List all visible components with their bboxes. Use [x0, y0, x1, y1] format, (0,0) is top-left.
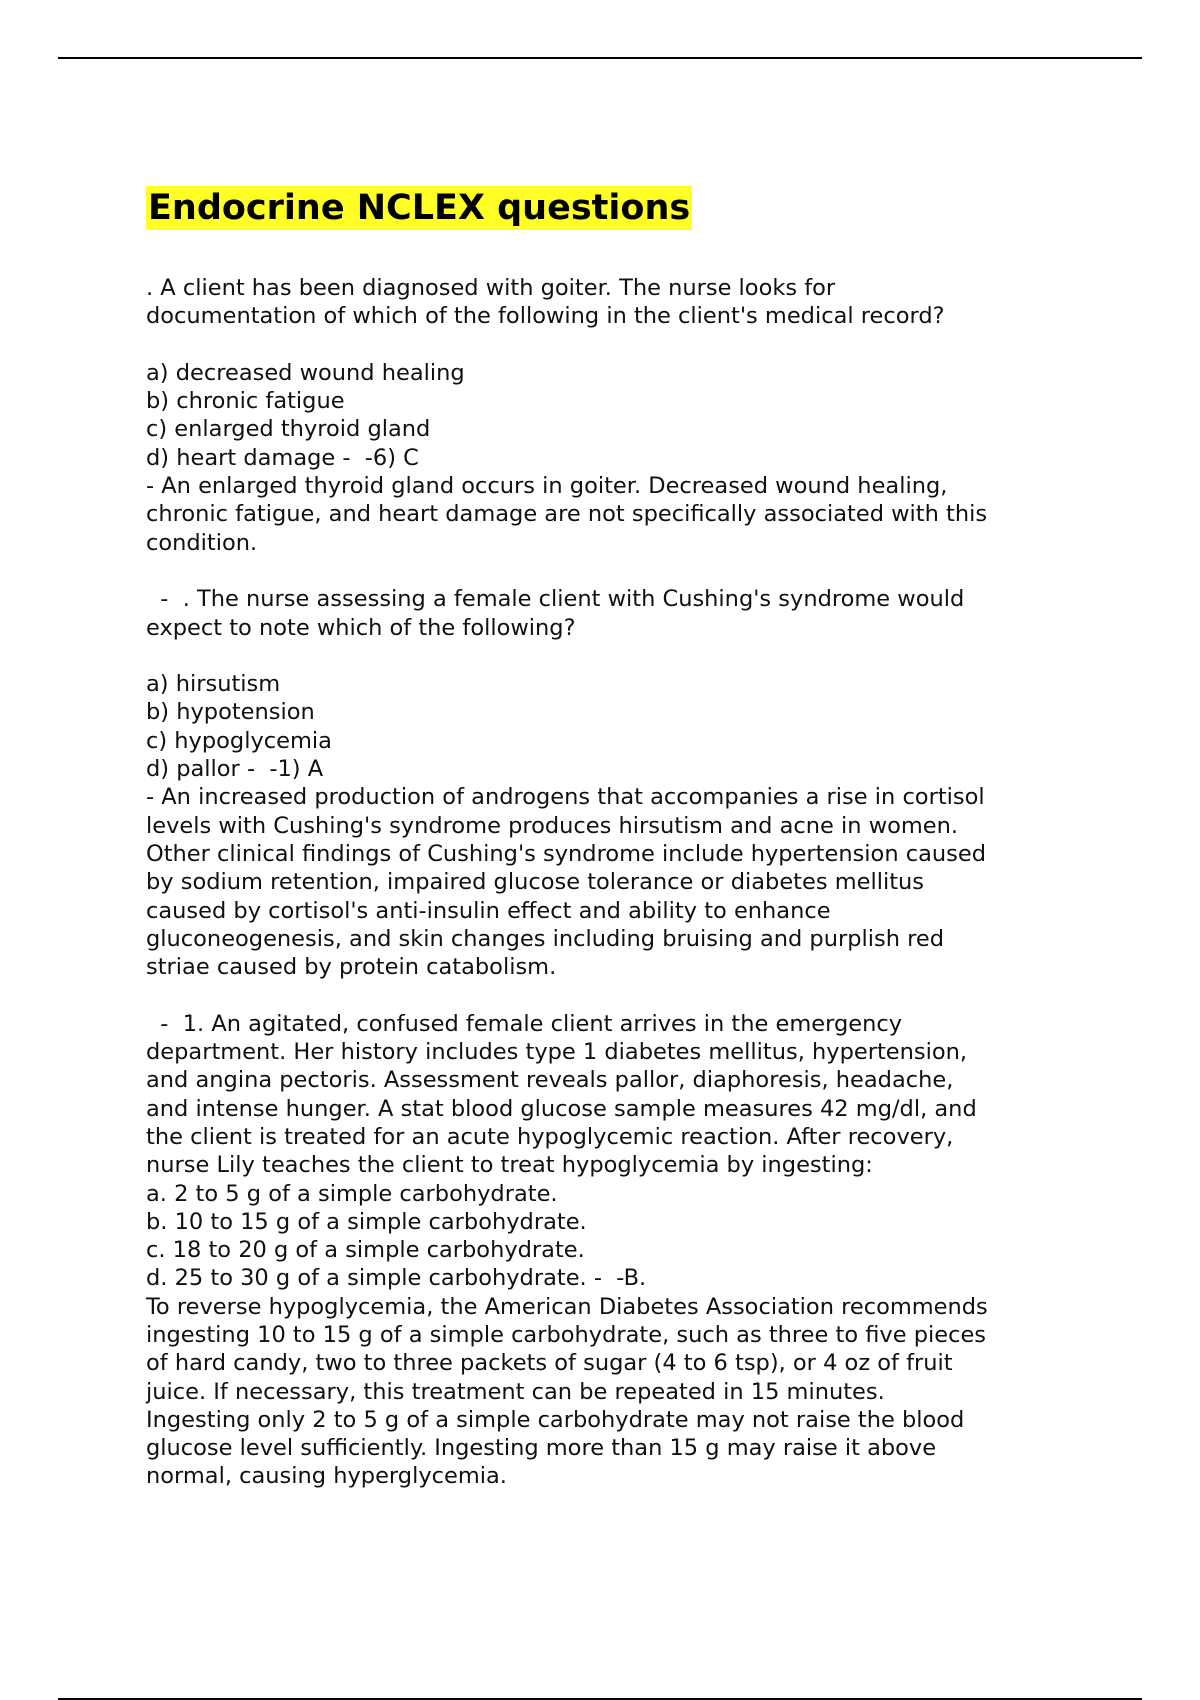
- text-line: normal, causing hyperglycemia.: [146, 1463, 507, 1490]
- header-rule: [58, 57, 1142, 59]
- text-line: by sodium retention, impaired glucose tolerance or diabetes mellitus: [146, 869, 925, 896]
- text-line: documentation of which of the following in the client's medical record?: [146, 303, 945, 330]
- text-line: c. 18 to 20 g of a simple carbohydrate.: [146, 1237, 585, 1264]
- text-line: department. Her history includes type 1 diabetes mellitus, hypertension,: [146, 1039, 968, 1066]
- text-line: - An increased production of androgens that accompanies a rise in cortisol: [146, 784, 985, 811]
- document-content: [146, 186, 1086, 1491]
- blank-line: [146, 642, 1086, 670]
- text-line: expect to note which of the following?: [146, 614, 576, 641]
- text-line: d) pallor - -1) A: [146, 756, 324, 783]
- text-line: To reverse hypoglycemia, the American Diabetes Association recommends: [146, 1293, 988, 1320]
- blank-line: [146, 981, 1086, 1009]
- text-line: Other clinical findings of Cushing's syndrome include hypertension caused: [146, 840, 986, 867]
- text-line: caused by cortisol's anti-insulin effect and ability to enhance: [146, 897, 831, 924]
- text-line: - 1. An agitated, confused female client arrives in the emergency: [146, 1010, 903, 1037]
- text-line: and angina pectoris. Assessment reveals pallor, diaphoresis, headache,: [146, 1067, 954, 1094]
- text-line: striae caused by protein catabolism.: [146, 954, 557, 981]
- text-line: d) heart damage - -6) C: [146, 444, 419, 471]
- text-line: b. 10 to 15 g of a simple carbohydrate.: [146, 1208, 587, 1235]
- text-line: Ingesting only 2 to 5 g of a simple carbohydrate may not raise the blood: [146, 1406, 965, 1433]
- text-line: - An enlarged thyroid gland occurs in goiter. Decreased wound healing,: [146, 473, 948, 500]
- document-body: [146, 274, 1086, 1491]
- blank-line: [146, 331, 1086, 359]
- text-line: a) hirsutism: [146, 671, 281, 698]
- text-line: d. 25 to 30 g of a simple carbohydrate. - -B.: [146, 1265, 647, 1292]
- text-line: condition.: [146, 529, 258, 556]
- text-line: c) hypoglycemia: [146, 727, 332, 754]
- text-line: c) enlarged thyroid gland: [146, 416, 431, 443]
- text-line: . A client has been diagnosed with goiter. The nurse looks for: [146, 275, 836, 301]
- text-line: nurse Lily teaches the client to treat hypoglycemia by ingesting:: [146, 1152, 873, 1179]
- text-line: b) chronic fatigue: [146, 388, 345, 415]
- text-line: gluconeogenesis, and skin changes including bruising and purplish red: [146, 925, 945, 952]
- text-line: chronic fatigue, and heart damage are not specifically associated with this: [146, 501, 988, 528]
- text-line: juice. If necessary, this treatment can be repeated in 15 minutes.: [146, 1378, 885, 1405]
- text-line: levels with Cushing's syndrome produces hirsutism and acne in women.: [146, 812, 959, 839]
- text-line: a. 2 to 5 g of a simple carbohydrate.: [146, 1180, 558, 1207]
- blank-line: [146, 557, 1086, 585]
- text-line: the client is treated for an acute hypoglycemic reaction. After recovery,: [146, 1123, 954, 1150]
- text-line: of hard candy, two to three packets of sugar (4 to 6 tsp), or 4 oz of fruit: [146, 1350, 953, 1377]
- document-title: Endocrine NCLEX questions: [148, 188, 691, 228]
- text-line: and intense hunger. A stat blood glucose sample measures 42 mg/dl, and: [146, 1095, 977, 1122]
- text-line: - . The nurse assessing a female client with Cushing's syndrome would: [146, 586, 965, 613]
- text-line: a) decreased wound healing: [146, 359, 465, 386]
- text-line: ingesting 10 to 15 g of a simple carbohydrate, such as three to five pieces: [146, 1321, 987, 1348]
- text-line: b) hypotension: [146, 699, 315, 726]
- text-line: glucose level sufficiently. Ingesting more than 15 g may raise it above: [146, 1435, 937, 1462]
